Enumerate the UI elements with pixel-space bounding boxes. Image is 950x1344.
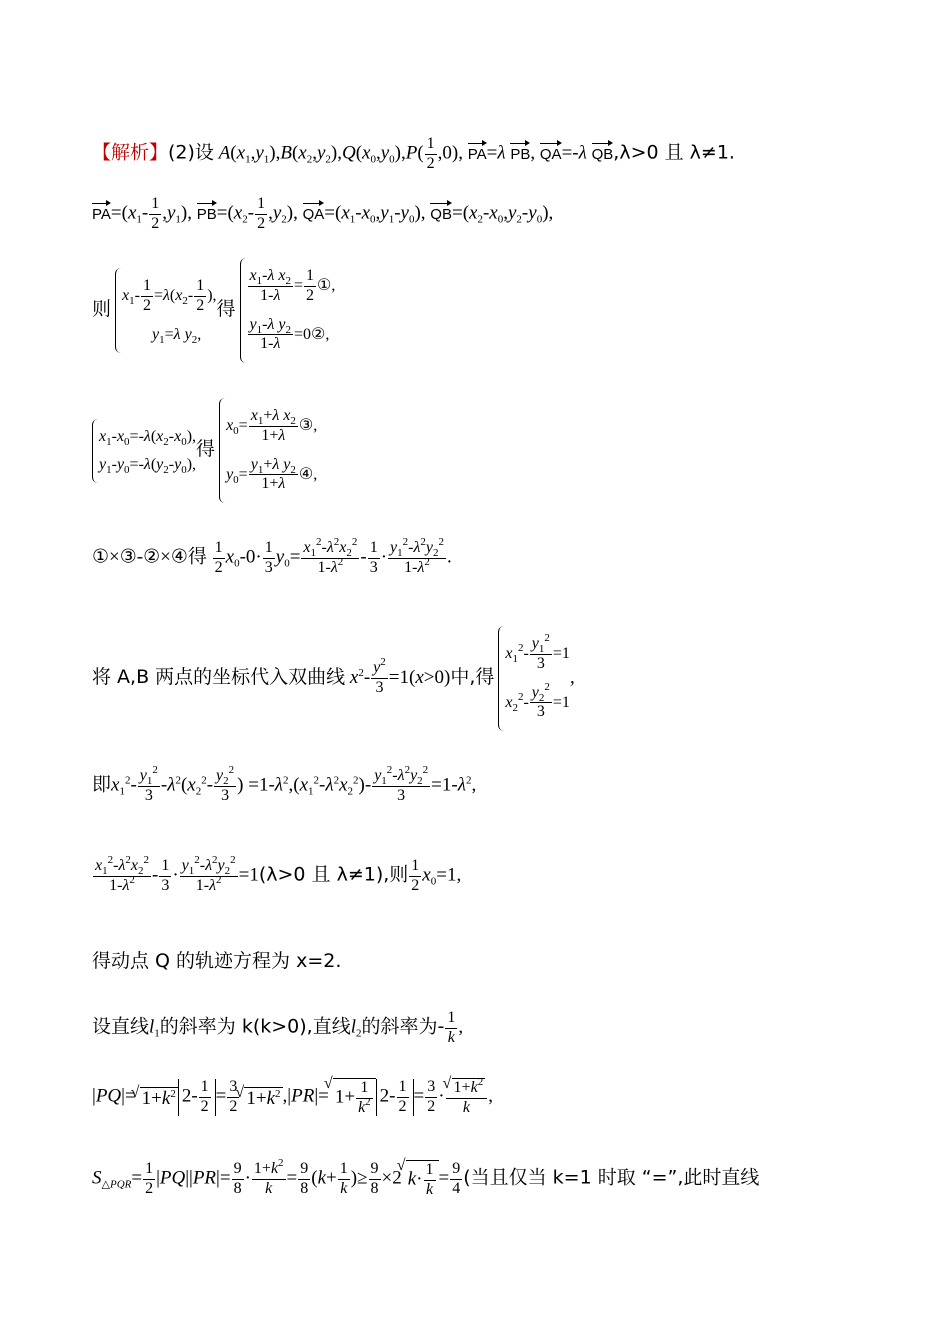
circled-product: ①×③-②×④	[92, 546, 188, 568]
slope-text-c: 的斜率为-	[361, 1015, 445, 1038]
line-1: 【解析】(2)设 $A(x_1,y_1),B(x_2,y_2),Q(x_0,y_0),P$( $\frac{1}{2}$ ,0), PA=λ PB, QA=-λ QB,λ>0 且 λ≠1.	[92, 135, 735, 172]
line-5: ①×③-②×④得 $\frac{1}{2}$ $x_0-0\cdot$ $\frac{1}{3}$ $y_0=$ $\frac{x_1^2-\lambda^2x_2^2}{1-\lambda^2}$ - $\frac{1}{3}$ · $\frac{y_1^2-\lambda^2y_2^2}{1-\lambda^2}$ .	[92, 536, 452, 576]
analysis-label: 【解析】	[92, 141, 169, 164]
get-word: 得	[196, 437, 216, 460]
get-word: 得	[187, 545, 207, 568]
substitute-text-end: 中,得	[450, 665, 495, 688]
line-4	[92, 398, 317, 503]
namely-word: 即	[92, 773, 112, 796]
then-word: 则	[92, 297, 112, 320]
equality-note: (当且仅当 k=1 时取 “=”,此时直线	[463, 1166, 760, 1189]
circled-3: ③	[298, 416, 314, 434]
line-6: 将 A,B 两点的坐标代入双曲线 $x^2-$ $\frac{y^2}{3}$ =1(x>0)中,得 $x_1^2-$ $\frac{y_1^2}{3}$ =1 $x_2^2-$ $\frac{y_2^2}{3}$ =1 ,	[92, 626, 575, 731]
line1-tail: ,λ>0 且 λ≠1.	[613, 141, 735, 164]
system-brace: $x_1-$ $\frac{1}{2}$ $=\lambda(x_2-$ $\frac{1}{2}$ ), $y_1=\lambda$ $y_2$,	[115, 268, 217, 353]
line-11: |PQ|=√ $1+k^2$ 2- $\frac{1}{2}$ = $\frac{3}{2}$ √ $1+k^2$ ,|PR|=√ 1+ $\frac{1}{k^2}$ 2- $\frac{1}{2}$ = $\frac{3}{2}$ · √ $\frac{1+k^2}{k}$ ,	[92, 1078, 493, 1117]
line1-intro: (2)设	[168, 141, 214, 164]
slope-text-b: 的斜率为 k(k>0),直线	[159, 1015, 351, 1038]
system-brace: $\frac{x_1-\lambda x_2}{1-\lambda}$ = $\frac{1}{2}$ ①, $\frac{y_1-\lambda y_2}{1-\lambda}$ =0②,	[240, 258, 336, 363]
line-3	[92, 258, 335, 363]
line-9	[92, 952, 341, 971]
line-10: 设直线$l_1$的斜率为 k(k>0),直线$l_2$的斜率为- $\frac{1}{k}$ ,	[92, 1009, 464, 1046]
trajectory-text: 得动点 Q 的轨迹方程为 x=2.	[92, 950, 342, 972]
line-8: $\frac{x_1^2-\lambda^2x_2^2}{1-\lambda^2}$ - $\frac{1}{3}$ · $\frac{y_1^2-\lambda^2y_2^2}{1-\lambda^2}$ =1(λ>0 且 λ≠1),则 $\frac{1}{2}$ $x_0=1$,	[95, 854, 462, 894]
line-7: 即$x_1^2-$ $\frac{y_1^2}{3}$ $-\lambda^2(x_2^2-$ $\frac{y_2^2}{3}$ ) $=1-\lambda^2,(x_1^2-\lambda^2x_2^2)-$ $\frac{y_1^2-\lambda^2y_2^2}{3}$ $=1-\lambda^2$,	[92, 764, 477, 804]
circled-4: ④	[298, 465, 314, 483]
circled-2: ②	[311, 325, 326, 343]
system-brace: $x_1^2-$ $\frac{y_1^2}{3}$ =1 $x_2^2-$ $\frac{y_2^2}{3}$ =1	[498, 626, 570, 731]
slope-text-a: 设直线	[92, 1015, 150, 1038]
line-12: $S_{\triangle PQR}=$ $\frac{1}{2}$ |PQ||PR|= $\frac{9}{8}$ · $\frac{1+k^2}{k}$ = $\frac{9}{8}$ (k+ $\frac{1}{k}$ )≥ $\frac{9}{8}$ ×2√ k· $\frac{1}{k}$ = $\frac{9}{4}$ (当且仅当 k=1 时取 “=”,此时直线	[92, 1160, 759, 1199]
fraction: $\frac{1}{2}$	[426, 135, 435, 172]
circled-1: ①	[317, 276, 332, 294]
system-brace: $x_0=$ $\frac{x_1+\lambda x_2}{1+\lambda}$ ③, $y_0=$ $\frac{y_1+\lambda y_2}{1+\lambda}$ ④,	[219, 398, 317, 503]
substitute-text: 将 A,B 两点的坐标代入双曲线	[92, 665, 346, 688]
get-word: 得	[216, 297, 236, 320]
system-brace: $x_1-x_0=-\lambda(x_2-x_0)$, $y_1-y_0=-\lambda(y_2-y_0)$,	[92, 419, 196, 483]
condition-text: (λ>0 且 λ≠1),则	[258, 863, 409, 886]
line-2: $PA=(x_1-$ $\frac{1}{2}$ $,y_1$), $PB=(x_2-$ $\frac{1}{2}$ $,y_2$), $QA=(x_1-x_0,y_1-y_0)$, $QB=(x_2-x_0,y_2-y_0)$,	[92, 195, 554, 232]
